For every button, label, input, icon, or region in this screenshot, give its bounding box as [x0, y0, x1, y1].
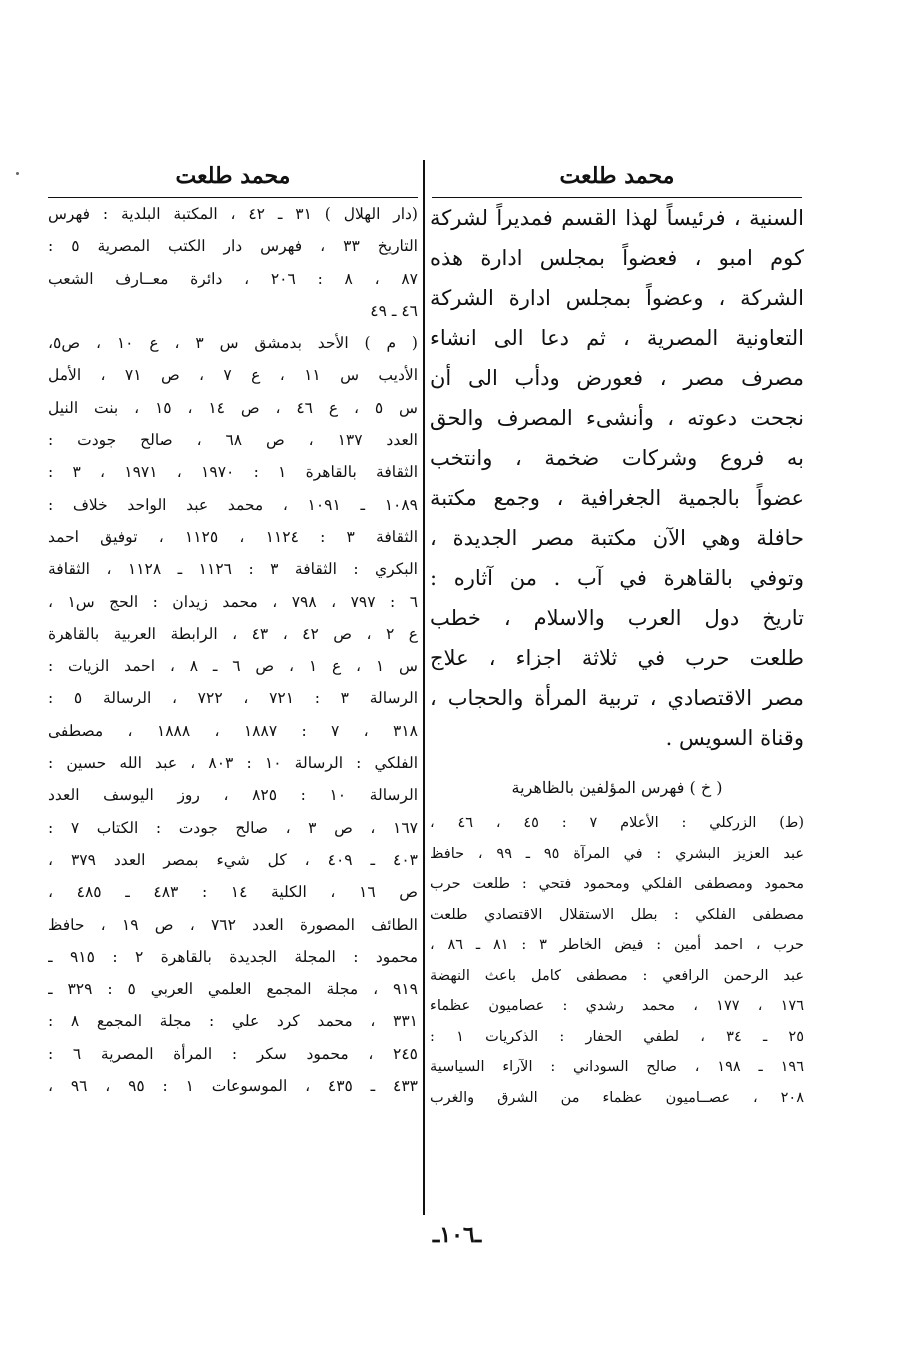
text-line: الشركة ، وعضواً بمجلس ادارة الشركة	[430, 286, 804, 310]
text-line: البكري : الثقافة ٣ : ١١٢٦ ـ ١١٢٨ ، الثقافة	[48, 560, 418, 579]
text-line: ص ١٦ ، الكلية ١٤ : ٤٨٣ ـ ٤٨٥ ،	[48, 883, 418, 902]
text-line: نجحت دعوته ، وأنشىء المصرف والحق	[430, 406, 804, 430]
text-line: ٩١٩ ، مجلة المجمع العلمي العربي ٥ : ٣٢٩ ـ	[48, 980, 418, 999]
text-line: ٤٦ ـ ٤٩	[370, 301, 418, 320]
text-line: طلعت حرب في ثلاثة اجزاء ، علاج	[430, 646, 804, 670]
text-line: الرسالة ١٠ : ٨٢٥ ، روز اليوسف العدد	[48, 786, 418, 805]
text-line: الطائف المصورة العدد ٧٦٢ ، ص ١٩ ، حافظ	[48, 915, 418, 934]
text-line: س ٥ ، ع ٤٦ ، ص ١٤ ، ١٥ ، بنت النيل	[48, 398, 418, 417]
text-line: تاريخ دول العرب والاسلام ، خطب	[430, 606, 804, 630]
text-line: الفلكي : الرسالة ١٠ : ٨٠٣ ، عبد الله حسين :	[48, 754, 418, 773]
text-line: التعاونية المصرية ، ثم دعا الى انشاء	[430, 326, 804, 350]
text-line: (دار الهلال ) ٣١ ـ ٤٢ ، المكتبة البلدية : فهرس	[48, 205, 418, 223]
text-line: وتوفي بالقاهرة في آب . من آثاره :	[430, 566, 804, 590]
right-column-body	[430, 198, 804, 758]
text-line: عبد العزيز البشري : في المرآة ٩٥ ـ ٩٩ ، حافظ	[430, 845, 804, 862]
text-line: مصرف مصر ، فعورض ودأب الى أن	[430, 366, 804, 390]
text-line: ٦ : ٧٩٧ ، ٧٩٨ ، محمد زيدان : الحج س١ ،	[48, 592, 418, 611]
text-line: الأديب س ١١ ، ع ٧ ، ص ٧١ ، الأمل	[48, 366, 418, 385]
column-divider	[423, 160, 425, 1215]
text-line: س ١ ، ع ١ ، ص ٦ ـ ٨ ، احمد الزيات :	[48, 657, 418, 676]
page-number: ـ١٠٦ـ	[432, 1222, 482, 1248]
text-line: ٤٣٣ ـ ٤٣٥ ، الموسوعات ١ : ٩٥ ، ٩٦ ،	[48, 1077, 418, 1096]
references-block	[430, 808, 804, 1113]
left-column-header: محمد طلعت	[175, 163, 291, 189]
text-line: ٨٧ ، ٨ : ٢٠٦ ، دائرة معــارف الشعب	[48, 269, 418, 288]
text-line: ٣٣١ ، محمد كرد علي : مجلة المجمع ٨ :	[48, 1012, 418, 1031]
scan-speck	[16, 172, 19, 175]
text-line: الرسالة ٣ : ٧٢١ ، ٧٢٢ ، الرسالة ٥ :	[48, 689, 418, 708]
right-column-header: محمد طلعت	[559, 163, 675, 189]
text-line: ٤٠٣ ـ ٤٠٩ ، كل شيء بمصر العدد ٣٧٩ ،	[48, 850, 418, 869]
text-line: ٣١٨ ، ٧ : ١٨٨٧ ، ١٨٨٨ ، مصطفى	[48, 721, 418, 740]
text-line: عضواً بالجمية الجغرافية ، وجمع مكتبة	[430, 486, 804, 510]
text-line: مصطفى الفلكي : بطل الاستقلال الاقتصادي طلعت	[430, 906, 804, 923]
text-line: حرب ، احمد أمين : فيض الخاطر ٣ : ٨١ ـ ٨٦ ،	[430, 937, 804, 953]
text-line: السنية ، فرئيساً لهذا القسم فمديراً لشركة	[430, 206, 804, 230]
text-line: الثقافة بالقاهرة ١ : ١٩٧٠ ، ١٩٧١ ، ٣ :	[48, 463, 418, 482]
sources-heading: ( خ ) فهرس المؤلفين بالظاهرية	[511, 778, 723, 797]
text-line: ١٩٦ ـ ١٩٨ ، صالح السوداني : الآراء السياسية	[430, 1059, 804, 1075]
text-line: ٢٤٥ ، محمود سكر : المرأة المصرية ٦ :	[48, 1044, 418, 1063]
left-column-para1	[48, 198, 418, 327]
text-line: ١٧٦ ، ١٧٧ ، محمد رشدي : عصاميون عظماء	[430, 998, 804, 1014]
text-line: مصر الاقتصادي ، تربية المرأة والحجاب ،	[430, 686, 804, 710]
text-line: ( م ) الأحد بدمشق س ٣ ، ع ١٠ ، ص٥،	[48, 334, 418, 353]
text-line: ١٠٨٩ ـ ١٠٩١ ، محمد عبد الواحد خلاف :	[48, 495, 418, 514]
text-line: ٢٠٨ ، عصــاميون عظماء من الشرق والغرب	[430, 1089, 804, 1106]
text-line: به فروع وشركات ضخمة ، وانتخب	[430, 446, 804, 470]
text-line: حافلة وهي الآن مكتبة مصر الجديدة ،	[430, 526, 804, 550]
right-column	[430, 160, 804, 1113]
text-line: وقناة السويس .	[665, 726, 804, 750]
right-header-rule	[432, 197, 802, 198]
text-line: عبد الرحمن الرافعي : مصطفى كامل باعث النهضة	[430, 967, 804, 984]
text-line: ٢٥ ـ ٣٤ ، لطفي الحفار : الذكريات ١ :	[430, 1028, 804, 1045]
left-column	[48, 160, 418, 1102]
text-line: محمود ومصطفى الفلكي ومحمود فتحي : طلعت حرب	[430, 876, 804, 892]
text-line: ١٦٧ ، ص ٣ ، صالح جودت : الكتاب ٧ :	[48, 818, 418, 837]
text-line: العدد ١٣٧ ، ص ٦٨ ، صالح جودت :	[48, 431, 418, 450]
left-header-rule	[48, 197, 418, 198]
text-line: ع ٢ ، ص ٤٢ ، ٤٣ ، الرابطة العربية بالقاهرة	[48, 624, 418, 643]
text-line: محمود : المجلة الجديدة بالقاهرة ٢ : ٩١٥ ـ	[48, 947, 418, 966]
text-line: كوم امبو ، فعضواً بمجلس ادارة هذه	[430, 246, 804, 270]
left-column-para2	[48, 327, 418, 1102]
text-line: (ط) الزركلي : الأعلام ٧ : ٤٥ ، ٤٦ ،	[430, 815, 804, 831]
text-line: الثقافة ٣ : ١١٢٤ ، ١١٢٥ ، توفيق احمد	[48, 527, 418, 546]
text-line: التاريخ ٣٣ ، فهرس دار الكتب المصرية ٥ :	[48, 237, 418, 256]
